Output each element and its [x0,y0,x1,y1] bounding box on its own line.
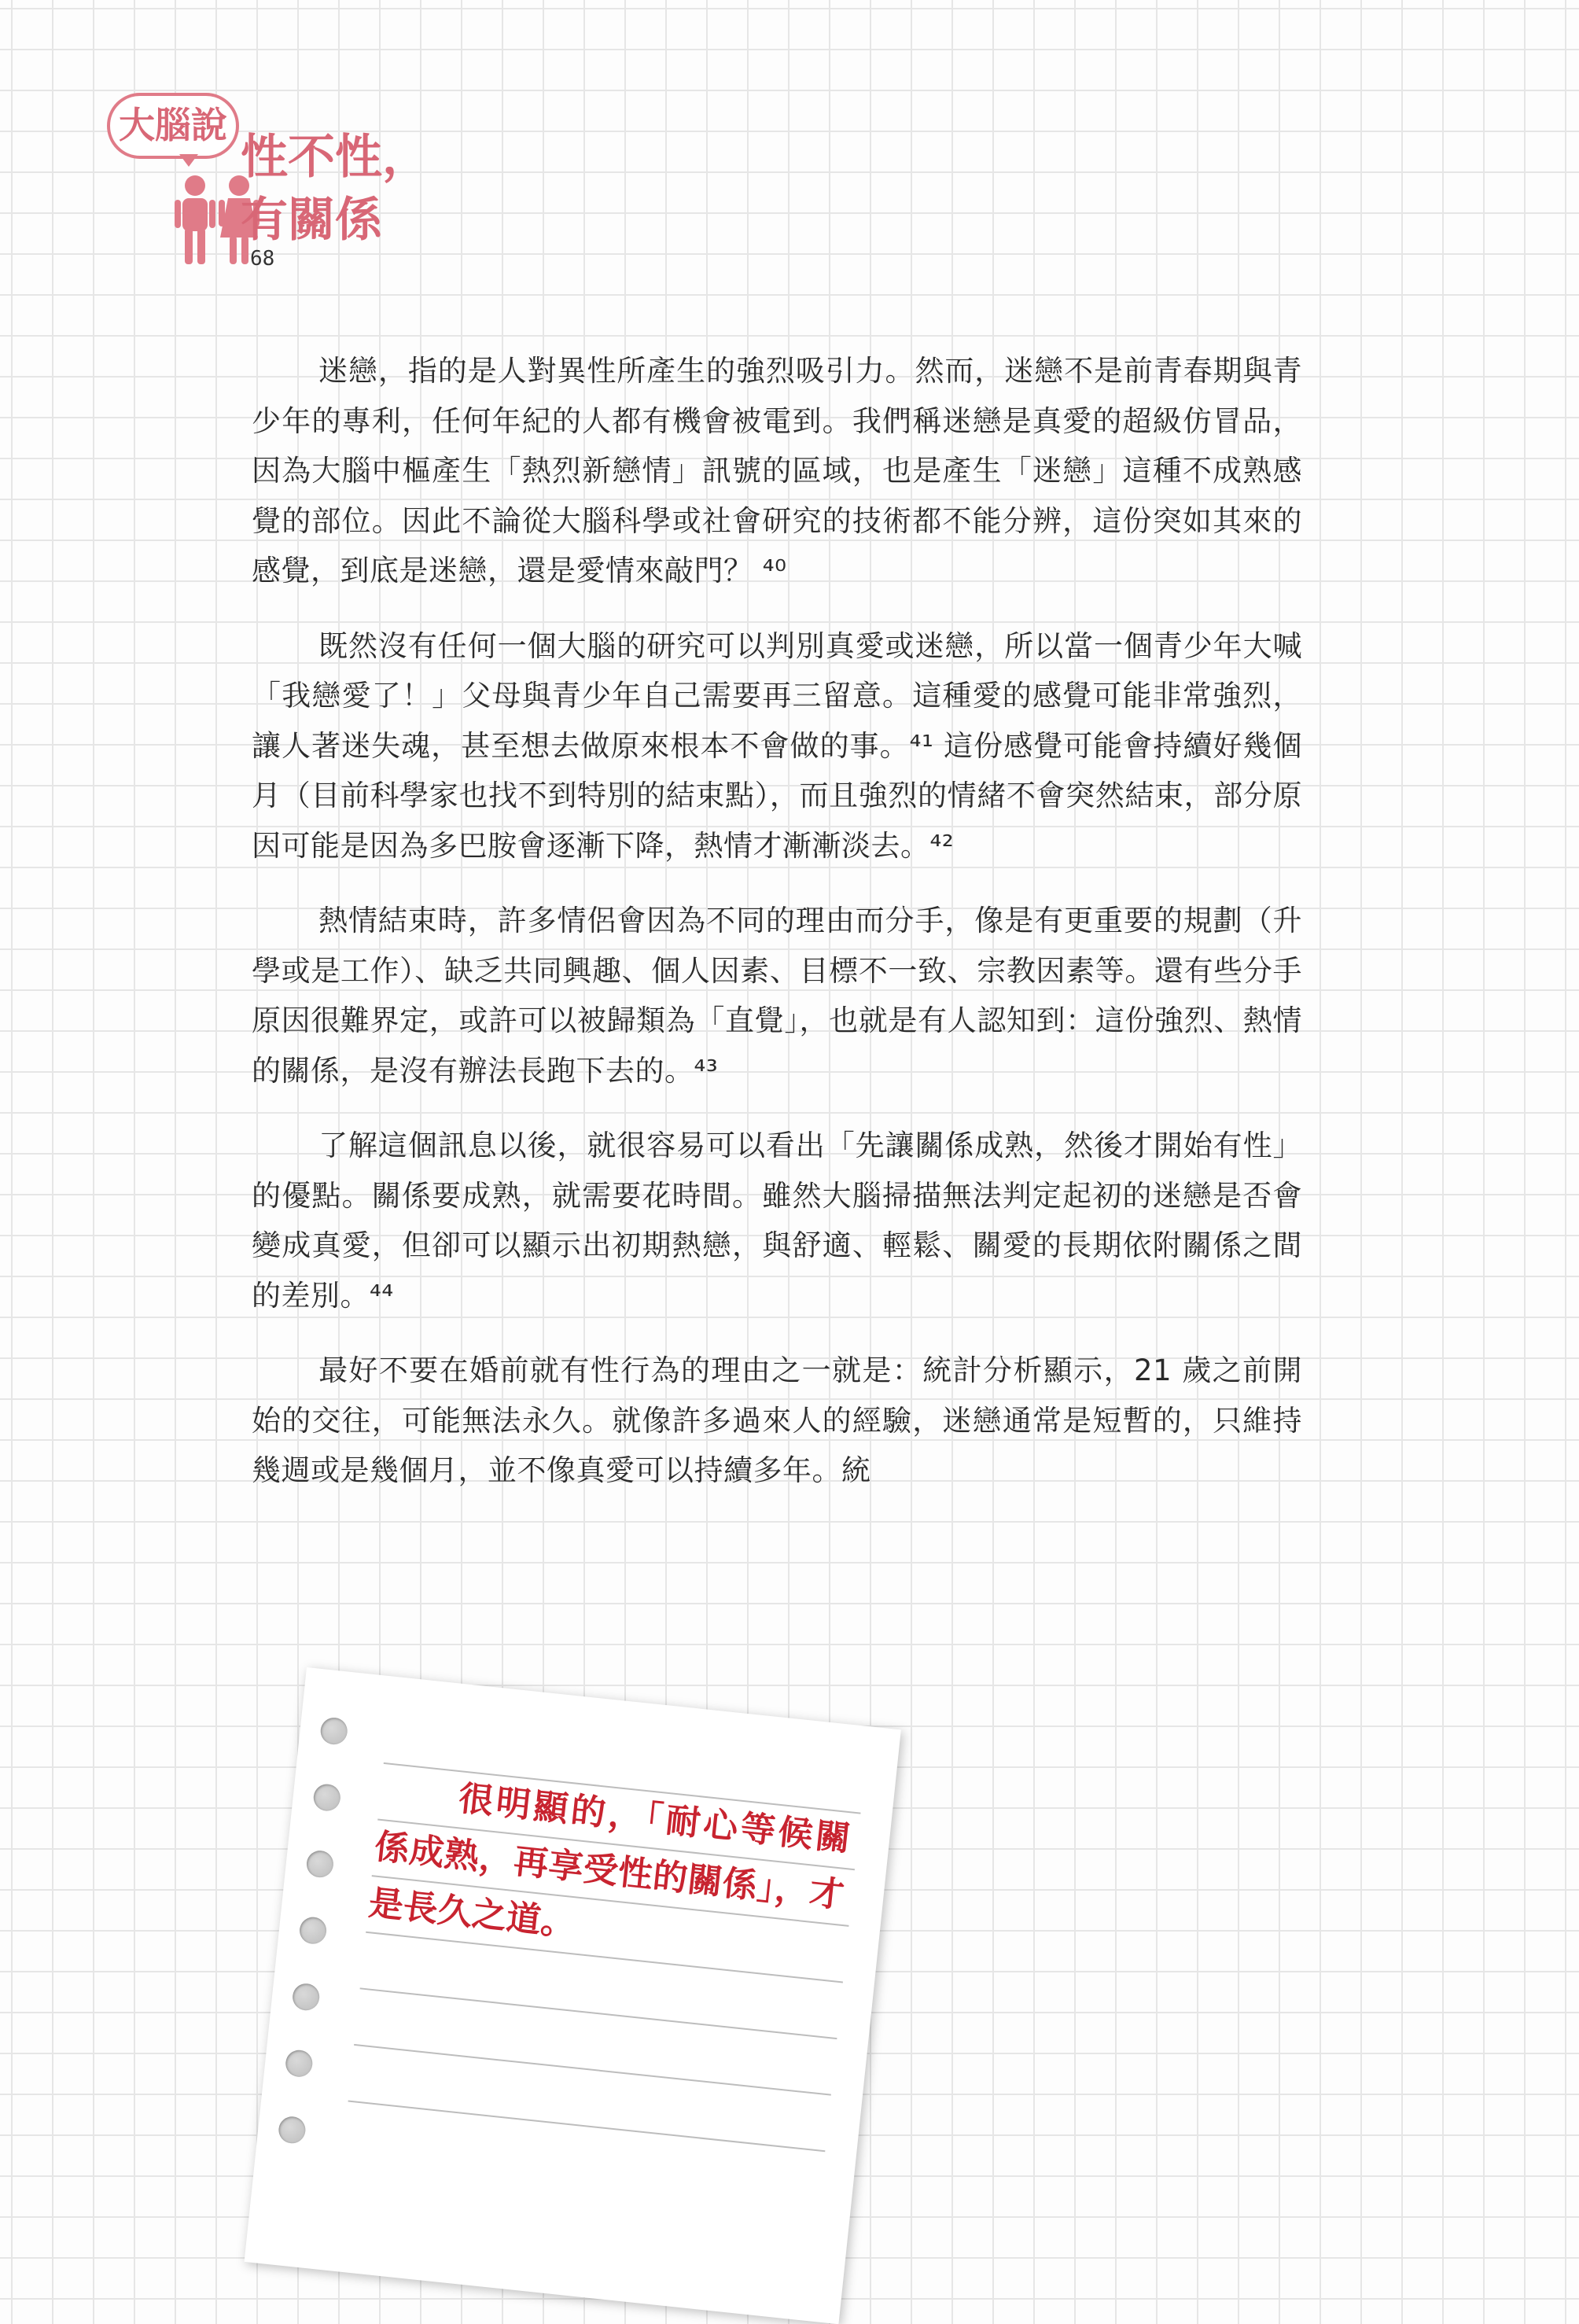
callout-quote: 很明顯的，「耐心等候關係成熟，再享受性的關係」，才是長久之道。 [366,1777,852,1945]
binder-hole [291,1983,320,2012]
paragraph: 熱情結束時，許多情侶會因為不同的理由而分手，像是有更重要的規劃（升學或是工作）、缺乏共同興趣、個人因素、目標不一致、宗教因素等。還有些分手原因很難界定，或許可以被歸類為「直覺」，也就是有人認知到：這份強烈、熱情的關係，是沒有辦法長跑下去的。⁴³ [252,904,1302,1088]
binder-hole [298,1916,327,1945]
series-title: 性不性，有關係 [241,130,429,248]
paragraph: 既然沒有任何一個大腦的研究可以判別真愛或迷戀，所以當一個青少年大喊「我戀愛了！」父母與青少年自己需要再三留意。這種愛的感覺可能非常強烈，讓人著迷失魂，甚至想去做原來根本不會做的事。⁴¹ 這份感覺可能會持續好幾個月（目前科學家也找不到特別的結束點），而且強烈的情緒不會突然結束，部分原因可能是因為多巴胺會逐漸下降，熱情才漸漸淡去。⁴² [252,628,1302,863]
binder-hole [312,1783,341,1812]
page-number: 68 [250,247,275,271]
ruled-line [348,2101,826,2153]
notebook-paper [245,1667,901,2324]
callout-note [236,1652,944,2202]
callout-text [366,1762,852,1981]
binder-hole [285,2049,314,2078]
speech-bubble-tail [179,154,198,167]
binder-hole [305,1849,334,1878]
ruled-line [354,2044,831,2096]
binder-hole [278,2116,307,2145]
paragraph: 迷戀，指的是人對異性所產生的強烈吸引力。然而，迷戀不是前青春期與青少年的專利，任何年紀的人都有機會被電到。我們稱迷戀是真愛的超級仿冒品，因為大腦中樞產生「熱烈新戀情」訊號的區域，也是產生「迷戀」這種不成熟感覺的部位。因此不論從大腦科學或社會研究的技術都不能分辨，這份突如其來的感覺，到底是迷戀，還是愛情來敲門？ ⁴⁰ [252,354,1302,587]
binder-hole [319,1716,348,1745]
body-text [252,346,1302,1521]
ruled-line [360,1987,837,2039]
speech-bubble-label: 大腦說 [107,93,239,159]
paragraph: 最好不要在婚前就有性行為的理由之一就是：統計分析顯示，21 歲之前開始的交往，可能無法永久。就像許多過來人的經驗，迷戀通常是短暫的，只維持幾週或是幾個月，並不像真愛可以持續多年。統 [252,1354,1302,1487]
paragraph: 了解這個訊息以後，就很容易可以看出「先讓關係成熟，然後才開始有性」的優點。關係要成熟，就需要花時間。雖然大腦掃描無法判定起初的迷戀是否會變成真愛，但卻可以顯示出初期熱戀，與舒適、輕鬆、關愛的長期依附關係之間的差別。⁴⁴ [252,1129,1302,1313]
